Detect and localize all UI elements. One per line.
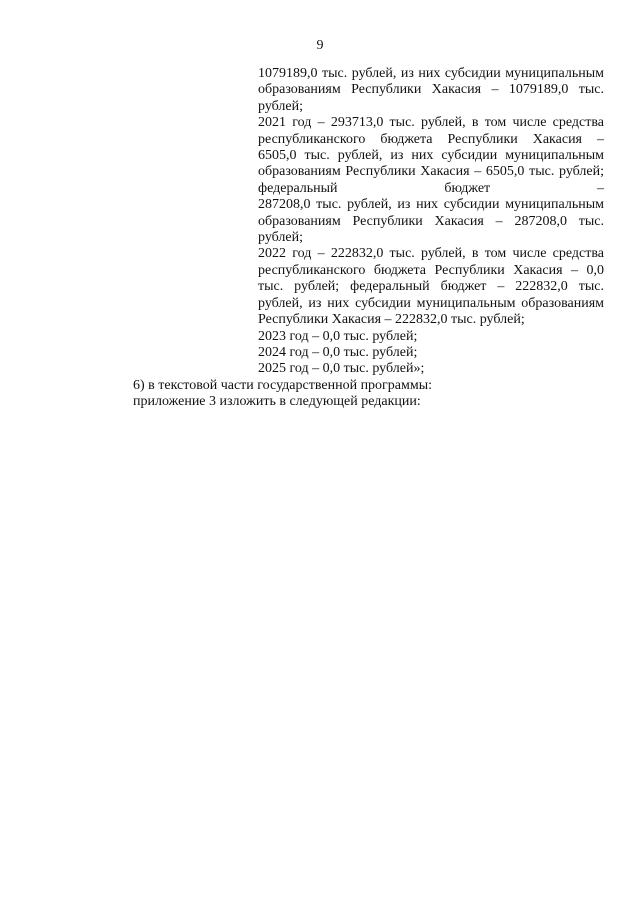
funding-text-line: образованиям Республики Хакасия – 1079189,0 тыс. [258, 82, 604, 98]
funding-text-line: образованиям Республики Хакасия – 287208,0 тыс. [258, 213, 604, 229]
funding-text-line: 2022 год – 222832,0 тыс. рублей, в том числе средства [258, 246, 604, 262]
funding-text-line: 2023 год – 0,0 тыс. рублей; [258, 328, 418, 344]
funding-text-line: тыс. рублей; федеральный бюджет – 222832,0 тыс. [258, 279, 604, 295]
funding-text-line: 2025 год – 0,0 тыс. рублей»; [258, 361, 425, 377]
funding-text-line: Республики Хакасия – 222832,0 тыс. рублей; [258, 312, 525, 328]
page-number: 9 [316, 38, 324, 53]
funding-text-line: федеральный бюджет – [258, 180, 604, 196]
section-item-6-continuation: приложение 3 изложить в следующей редакции: [133, 394, 421, 410]
funding-text-line: рублей; [258, 230, 303, 246]
funding-text-line: 2024 год – 0,0 тыс. рублей; [258, 344, 418, 360]
funding-text-line: 2021 год – 293713,0 тыс. рублей, в том числе средства [258, 115, 604, 131]
funding-text-block [258, 66, 604, 378]
funding-text-line: рублей, из них субсидии муниципальным образованиям [258, 295, 604, 311]
funding-text-line: 1079189,0 тыс. рублей, из них субсидии муниципальным [258, 66, 604, 81]
section-item-6-line: 6) в текстовой части государственной программы: [133, 378, 433, 393]
section-paragraph [133, 378, 573, 411]
funding-text-line: 6505,0 тыс. рублей, из них субсидии муниципальным [258, 148, 604, 164]
funding-text-line: образованиям Республики Хакасия – 6505,0 тыс. рублей; [258, 164, 604, 180]
funding-text-line: 287208,0 тыс. рублей, из них субсидии муниципальным [258, 197, 604, 213]
funding-text-line: республиканского бюджета Республики Хакасия – [258, 131, 604, 147]
funding-text-line: республиканского бюджета Республики Хакасия – 0,0 [258, 262, 604, 278]
funding-text-line: рублей; [258, 98, 303, 114]
